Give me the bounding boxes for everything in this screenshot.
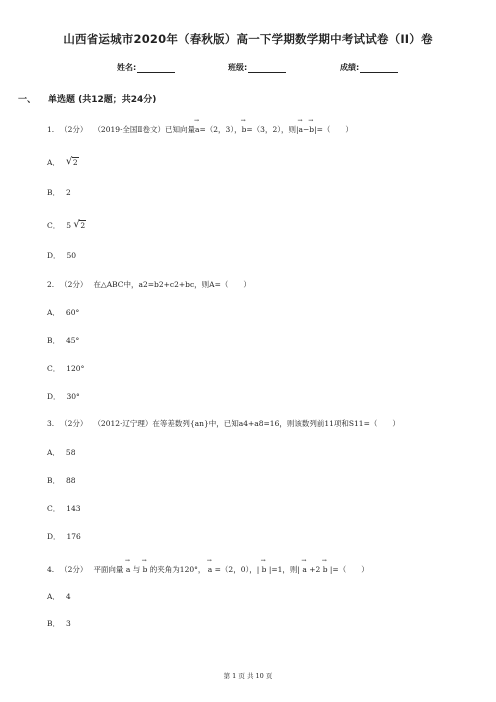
option-label: A． [47, 448, 60, 457]
option-text: 50 [66, 251, 77, 260]
question-points: （2分） [60, 419, 88, 428]
score-blank [360, 64, 398, 73]
option-text: 30° [66, 392, 80, 401]
option-label: C． [47, 221, 61, 230]
page-number: 1 [232, 672, 237, 680]
option-b[interactable] [47, 618, 71, 629]
option-c[interactable] [47, 220, 86, 231]
vector-b: → b [262, 565, 267, 574]
option-label: A． [47, 158, 60, 167]
radicand: 2 [72, 158, 78, 167]
option-text: 176 [66, 532, 81, 541]
question-text: 平面向量 [93, 565, 124, 574]
question-number: 4. [47, 565, 55, 574]
option-a[interactable] [47, 591, 71, 602]
option-label: D． [47, 392, 61, 401]
question-text: 在△ABC中，a2=b2+c2+bc，则A=（ ） [93, 280, 251, 289]
score-field [340, 62, 398, 73]
question-3 [47, 418, 400, 429]
option-c[interactable] [47, 363, 84, 374]
vector-b: → b [323, 565, 328, 574]
question-text: |=（ ） [329, 565, 369, 574]
option-a[interactable] [47, 157, 79, 168]
question-points: （2分） [60, 565, 88, 574]
page-title: 山西省运城市2020年（春秋版）高一下学期数学期中考试试卷（II）卷 [63, 32, 433, 46]
option-text: 88 [66, 476, 76, 485]
question-text: − [302, 125, 310, 134]
option-text: 60° [65, 308, 80, 317]
option-text: 120° [66, 364, 85, 373]
question-number: 1. [47, 125, 55, 134]
vector-a: → a [302, 565, 306, 574]
question-text: 与 [132, 565, 141, 574]
question-text: =（2，0），| [214, 565, 260, 574]
option-d[interactable] [47, 531, 81, 542]
name-blank [137, 64, 175, 73]
question-text: （2012·辽宁理）在等差数列{an}中，已知a4+a8=16，则该数列前11项和S11=（ ） [93, 419, 400, 428]
sqrt-expression: √ 2 [73, 219, 86, 230]
option-label: A． [47, 592, 60, 601]
option-text: 4 [65, 592, 71, 601]
vector-b: → b [242, 125, 247, 134]
option-b[interactable] [47, 475, 76, 486]
page-footer [0, 671, 496, 680]
question-text: +2 [309, 565, 321, 574]
student-info-row [0, 62, 496, 76]
question-text: 的夹角为120°， [149, 565, 206, 574]
question-text: =（3，2），则| [246, 125, 299, 134]
section-number: 一、 [18, 95, 37, 105]
option-text: 58 [65, 448, 76, 457]
option-label: B． [47, 619, 61, 628]
section-label: 单选题 (共12题；共24分) [48, 95, 157, 105]
option-label: B． [47, 476, 61, 485]
footer-text: 页 [265, 672, 273, 680]
question-4 [47, 564, 369, 575]
radicand: 2 [80, 221, 86, 230]
footer-text: 页 共 [238, 672, 254, 680]
vector-a: → a [208, 565, 212, 574]
page-total: 10 [255, 672, 264, 680]
section-heading [18, 92, 156, 105]
question-text: |=（ ） [314, 125, 353, 134]
question-number: 3. [47, 419, 55, 428]
option-a[interactable] [47, 447, 75, 458]
option-label: D． [47, 532, 61, 541]
option-a[interactable] [47, 307, 79, 318]
name-field [117, 62, 175, 73]
option-label: B． [47, 188, 61, 197]
class-label: 班级: [228, 63, 248, 72]
class-blank [248, 64, 286, 73]
vector-a: → a [195, 125, 199, 134]
question-points: （2分） [60, 280, 88, 289]
sqrt-expression: √ 2 [65, 156, 78, 167]
option-text: 143 [66, 504, 81, 513]
option-text: 2 [66, 188, 71, 197]
option-label: C． [47, 504, 61, 513]
option-prefix: 5 [66, 221, 72, 230]
option-c[interactable] [47, 503, 81, 514]
class-field [228, 62, 286, 73]
footer-text: 第 [223, 672, 231, 680]
option-label: B． [47, 336, 61, 345]
option-text: 3 [66, 619, 71, 628]
option-d[interactable] [47, 250, 76, 261]
question-text: |=1，则| [268, 565, 300, 574]
vector-a: → a [299, 125, 303, 134]
question-text: （2019·全国Ⅱ卷文）已知向量 [93, 125, 196, 134]
score-label: 成绩: [340, 63, 360, 72]
option-label: D． [47, 251, 61, 260]
vector-b: → b [309, 125, 314, 134]
option-b[interactable] [47, 187, 71, 198]
question-points: （2分） [60, 125, 88, 134]
option-label: C． [47, 364, 61, 373]
option-d[interactable] [47, 391, 80, 402]
option-b[interactable] [47, 335, 79, 346]
question-text: =（2，3）， [199, 125, 242, 134]
question-number: 2. [47, 280, 55, 289]
option-text: 45° [66, 336, 80, 345]
name-label: 姓名: [117, 63, 137, 72]
vector-b: → b [143, 565, 148, 574]
question-1 [47, 124, 353, 135]
question-2 [47, 279, 251, 290]
option-label: A． [47, 308, 60, 317]
vector-a: → a [126, 565, 130, 574]
